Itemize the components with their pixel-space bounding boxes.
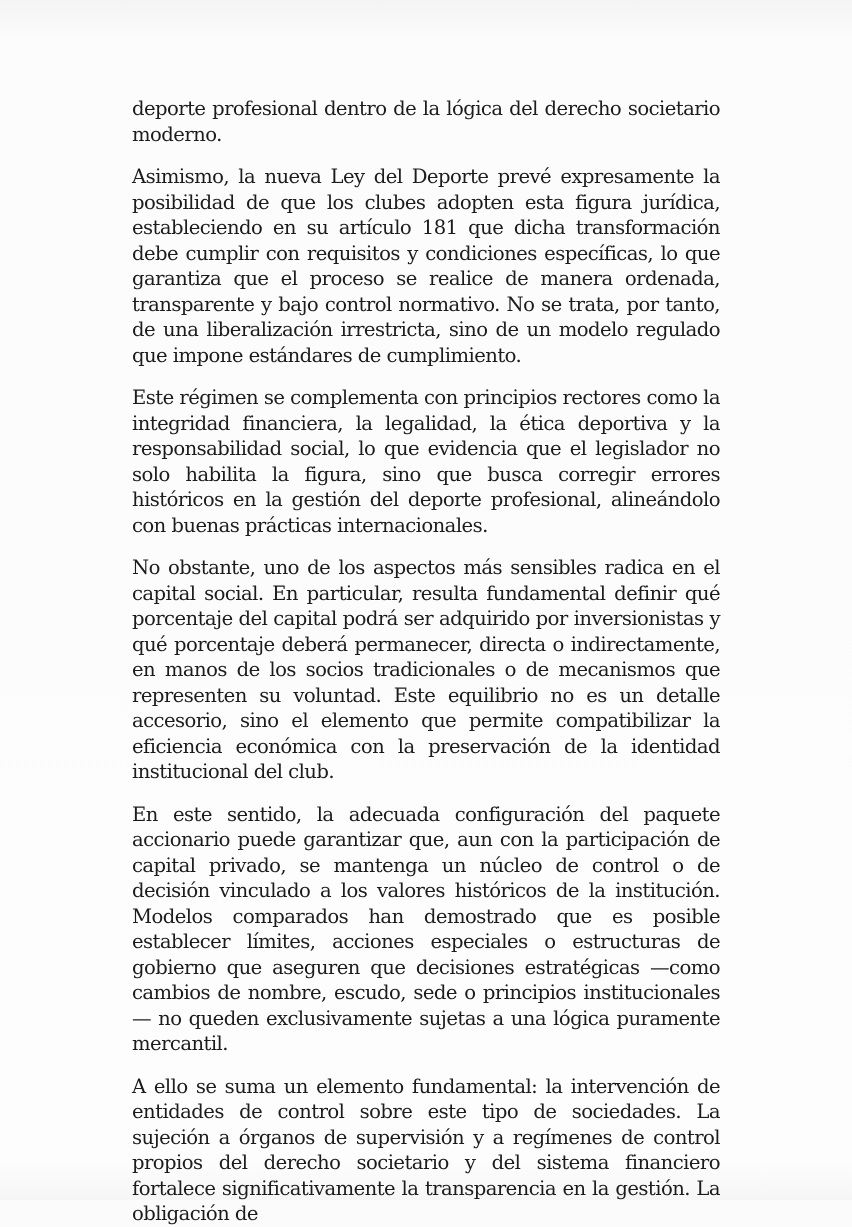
paragraph-2: Asimismo, la nueva Ley del Deporte prevé expresamente la posibilidad de que los clubes adopten esta figura jurídica, estableciendo en su artículo 181 que dicha transformación debe cumplir con requisitos y condiciones específicas, lo que garantiza que el proceso se realice de manera ordenada, transparente y bajo control normativo. No se trata, por tanto, de una liberalización irrestricta, sino de un modelo regulado que impone estándares de cumplimiento.: [132, 165, 720, 367]
paragraph-6: A ello se suma un elemento fundamental: la intervención de entidades de control sobre este tipo de sociedades. La sujeción a órganos de supervisión y a regímenes de control propios del derecho societario y del sistema financiero fortalece significativamente la transparencia en la gestión. La obligación de: [132, 1074, 720, 1225]
paragraph-5: En este sentido, la adecuada configuración del paquete accionario puede garantizar que, aun con la participación de capital privado, se mantenga un núcleo de control o de decisión vinculado a los valores históricos de la institución. Modelos comparados han demostrado que es posible establecer límites, acciones especiales o estructuras de gobierno que aseguren que decisiones estratégicas —como cambios de nombre, escudo, sede o principios institucionales— no queden exclusivamente sujetas a una lógica puramente mercantil.: [132, 802, 720, 1055]
paragraph-1: deporte profesional dentro de la lógica del derecho societario moderno.: [132, 97, 720, 146]
document-body: [132, 96, 720, 1227]
paragraph-4: No obstante, uno de los aspectos más sensibles radica en el capital social. En particular, resulta fundamental definir qué porcentaje del capital podrá ser adquirido por inversionistas y qué porcentaje deberá permanecer, directa o indirectamente, en manos de los socios tradicionales o de mecanismos que representen su voluntad. Este equilibrio no es un detalle accesorio, sino el elemento que permite compatibilizar la eficiencia económica con la preservación de la identidad institucional del club.: [132, 556, 720, 783]
paragraph-3: Este régimen se complementa con principios rectores como la integridad financiera, la legalidad, la ética deportiva y la responsabilidad social, lo que evidencia que el legislador no solo habilita la figura, sino que busca corregir errores históricos en la gestión del deporte profesional, alineándolo con buenas prácticas internacionales.: [132, 386, 720, 537]
